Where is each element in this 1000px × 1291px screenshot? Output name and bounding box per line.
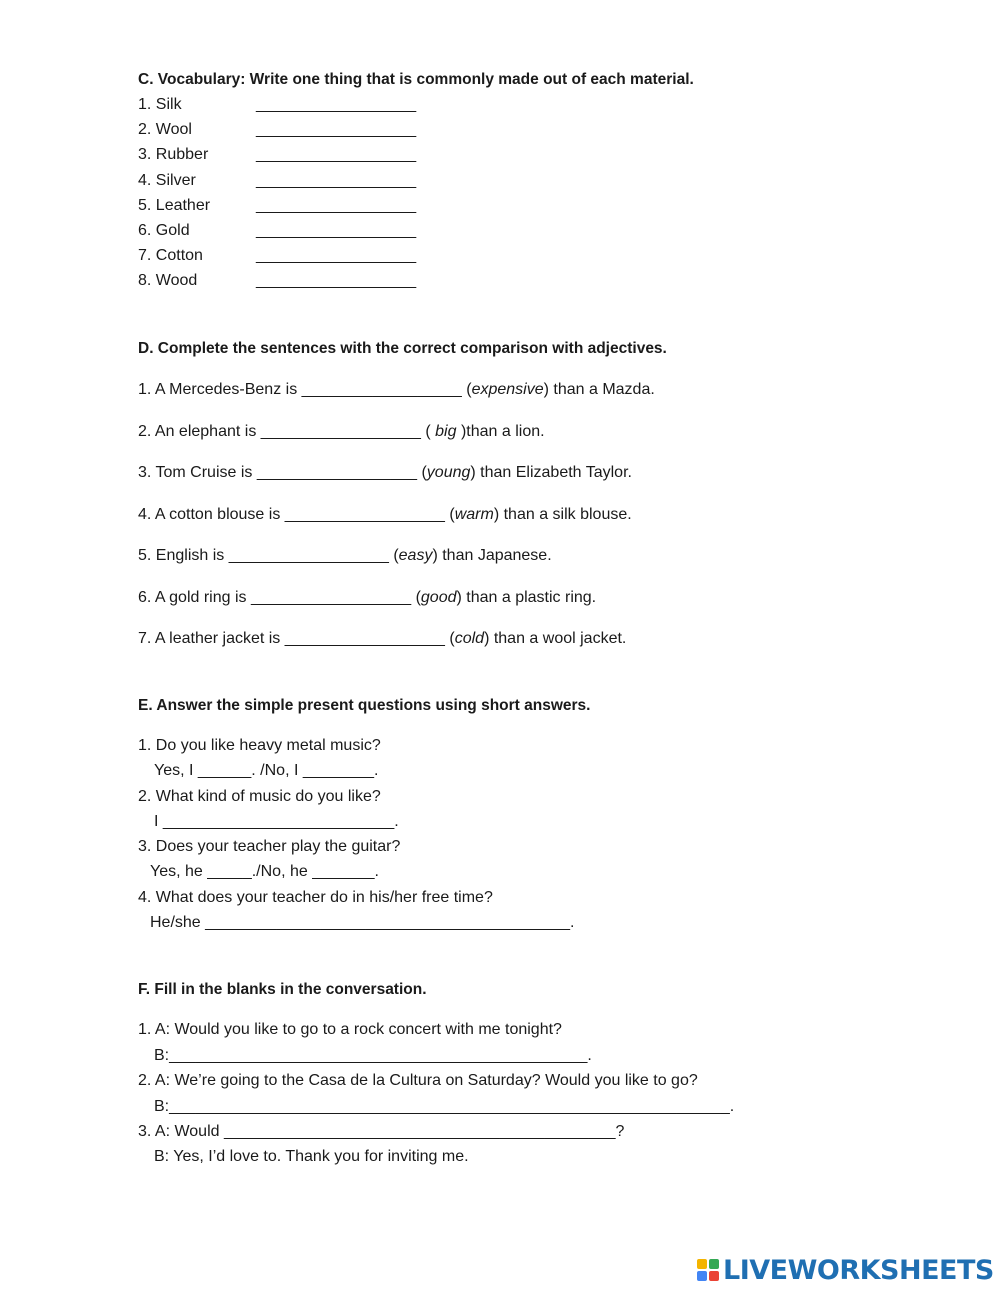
question-e3: 3. Does your teacher play the guitar? xyxy=(138,838,401,855)
vocab-item xyxy=(138,272,438,294)
comparison-sentence[interactable] xyxy=(138,630,626,648)
vocab-material-label: 4. Silver xyxy=(138,171,196,189)
logo-square xyxy=(709,1271,719,1281)
sentence-text: ) than Japanese. xyxy=(432,547,552,564)
adjective-hint: expensive xyxy=(471,381,544,398)
section-e-heading: E. Answer the simple present questions using short answers. xyxy=(138,697,591,714)
comparison-sentence[interactable] xyxy=(138,381,655,399)
vocab-item xyxy=(138,146,438,168)
vocab-answer-blank[interactable]: __________________ xyxy=(256,121,417,139)
adjective-hint: young xyxy=(426,464,471,481)
comparison-sentence[interactable] xyxy=(138,547,552,565)
adjective-hint: cold xyxy=(454,630,485,647)
vocab-item xyxy=(138,96,438,118)
comparison-sentence[interactable] xyxy=(138,464,632,482)
adjective-hint: easy xyxy=(398,547,433,564)
sentence-text: )than a lion. xyxy=(456,422,545,440)
vocab-material-label: 8. Wood xyxy=(138,272,198,290)
vocab-answer-blank[interactable]: __________________ xyxy=(256,96,417,113)
vocab-material-label: 1. Silk xyxy=(138,96,182,113)
adjective-hint: big xyxy=(435,422,457,440)
vocab-material-label: 6. Gold xyxy=(138,222,190,239)
sentence-text: 3. Tom Cruise is __________________ ( xyxy=(138,464,427,481)
answer-e1[interactable]: Yes, I ______. /No, I ________. xyxy=(154,762,379,779)
answer-e2[interactable]: I __________________________. xyxy=(154,813,399,830)
section-d-heading: D. Complete the sentences with the correct comparison with adjectives. xyxy=(138,340,667,357)
dialogue-f2-a: 2. A: We’re going to the Casa de la Cultura on Saturday? Would you like to go? xyxy=(138,1072,698,1089)
question-e2: 2. What kind of music do you like? xyxy=(138,788,381,805)
dialogue-f3-b: B: Yes, I’d love to. Thank you for inviting me. xyxy=(154,1148,469,1165)
vocab-answer-blank[interactable]: __________________ xyxy=(256,171,417,189)
sentence-text: ) than Elizabeth Taylor. xyxy=(470,464,632,481)
logo-square xyxy=(697,1259,707,1269)
dialogue-f1-a: 1. A: Would you like to go to a rock concert with me tonight? xyxy=(138,1021,562,1038)
adjective-hint: warm xyxy=(454,505,494,523)
vocab-answer-blank[interactable]: __________________ xyxy=(256,196,417,214)
vocab-answer-blank[interactable]: __________________ xyxy=(256,222,417,239)
sentence-text: 7. A leather jacket is __________________ ( xyxy=(138,630,455,647)
adjective-hint: good xyxy=(420,588,457,606)
sentence-text: ) than a silk blouse. xyxy=(493,505,632,523)
answer-e4[interactable]: He/she _________________________________________. xyxy=(150,914,575,931)
vocab-material-label: 2. Wool xyxy=(138,121,192,139)
dialogue-f2-b[interactable]: B:_______________________________________________________________. xyxy=(154,1098,735,1115)
sentence-text: 1. A Mercedes-Benz is __________________ ( xyxy=(138,381,472,398)
comparison-sentence[interactable] xyxy=(138,589,596,607)
comparison-sentence[interactable] xyxy=(138,506,632,524)
sentence-text: 6. A gold ring is __________________ ( xyxy=(138,588,421,606)
logo-square xyxy=(697,1271,707,1281)
vocab-item xyxy=(138,222,438,244)
vocab-item xyxy=(138,197,438,219)
logo-square xyxy=(709,1259,719,1269)
dialogue-f1-b[interactable]: B:_______________________________________________. xyxy=(154,1047,592,1064)
comparison-sentence[interactable] xyxy=(138,423,545,441)
liveworksheets-logo xyxy=(697,1254,994,1286)
sentence-text: 5. English is __________________ ( xyxy=(138,547,399,564)
vocab-item xyxy=(138,121,438,143)
section-f-heading: F. Fill in the blanks in the conversation. xyxy=(138,981,427,998)
vocab-material-label: 7. Cotton xyxy=(138,247,203,265)
sentence-text: ) than a wool jacket. xyxy=(484,630,627,647)
vocab-answer-blank[interactable]: __________________ xyxy=(256,247,417,265)
sentence-text: 2. An elephant is __________________ ( xyxy=(138,422,436,440)
answer-e3[interactable]: Yes, he _____./No, he _______. xyxy=(150,863,379,880)
section-c-heading: C. Vocabulary: Write one thing that is commonly made out of each material. xyxy=(138,71,694,88)
question-e1: 1. Do you like heavy metal music? xyxy=(138,737,381,754)
vocab-material-label: 5. Leather xyxy=(138,196,211,214)
dialogue-f3-a[interactable]: 3. A: Would ____________________________________________? xyxy=(138,1123,625,1140)
vocab-material-label: 3. Rubber xyxy=(138,146,209,164)
question-e4: 4. What does your teacher do in his/her free time? xyxy=(138,889,493,906)
sentence-text: 4. A cotton blouse is __________________ ( xyxy=(138,505,455,523)
vocab-item xyxy=(138,247,438,269)
sentence-text: ) than a Mazda. xyxy=(543,381,655,398)
vocab-item xyxy=(138,172,438,194)
vocab-answer-blank[interactable]: __________________ xyxy=(256,272,417,290)
sentence-text: ) than a plastic ring. xyxy=(456,588,597,606)
vocab-answer-blank[interactable]: __________________ xyxy=(256,146,417,164)
logo-mark-icon xyxy=(697,1259,719,1281)
logo-text: LIVEWORKSHEETS xyxy=(723,1254,994,1286)
